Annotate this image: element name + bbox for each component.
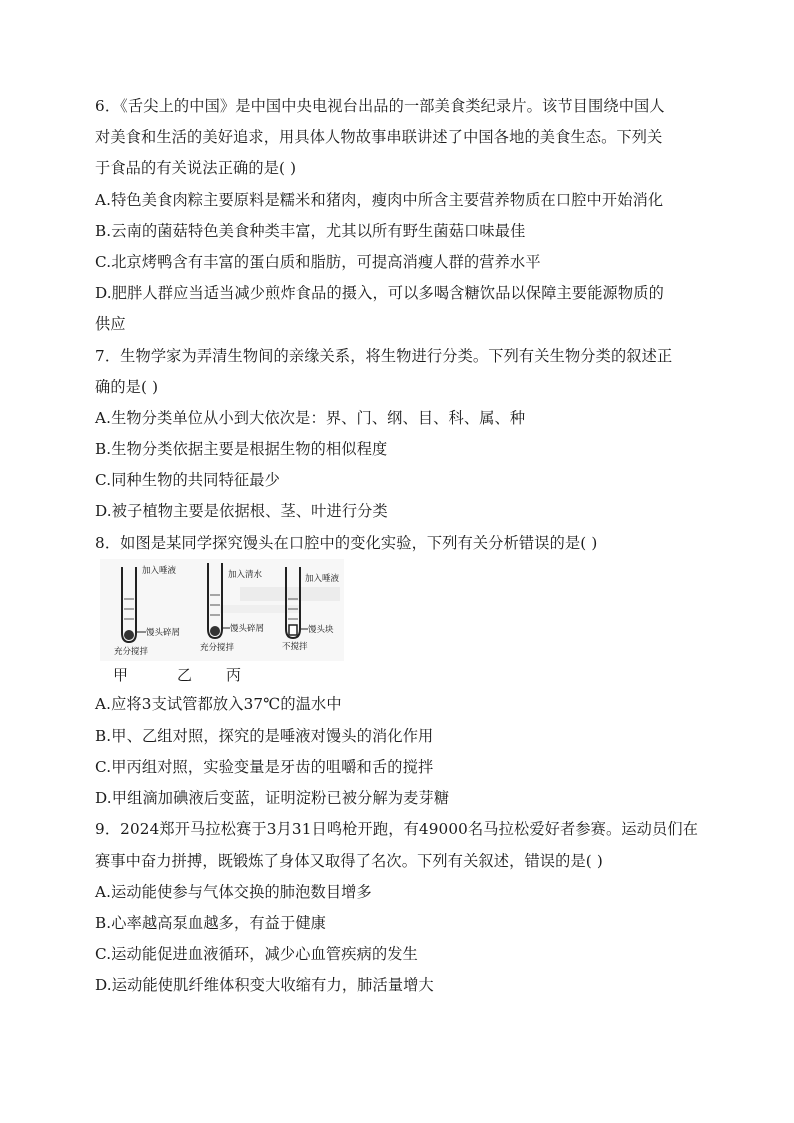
q7-option-c: C.同种生物的共同特征最少 (95, 471, 280, 489)
caption-bing: 丙 (226, 666, 242, 684)
tube-jia-bottom-label: 充分搅拌 (114, 647, 149, 657)
q7-stem-line-1: 7．生物学家为弄清生物间的亲缘关系，将生物进行分类。下列有关生物分类的叙述正 (95, 347, 673, 365)
q6-option-b: B.云南的菌菇特色美食种类丰富，尤其以所有野生菌菇口味最佳 (95, 222, 526, 240)
q6-stem-line-3: 于食品的有关说法正确的是( ) (95, 159, 297, 177)
tube-yi-top-label: 加入清水 (228, 570, 263, 580)
tube-bing-side-label: 馒头块 (308, 625, 334, 635)
q6-option-a: A.特色美食肉粽主要原料是糯米和猪肉，瘦肉中所含主要营养物质在口腔中开始消化 (95, 191, 664, 209)
q6-stem-line-2: 对美食和生活的美好追求，用具体人物故事串联讲述了中国各地的美食生态。下列关 (95, 128, 663, 146)
tube-jia-side-label: 馒头碎屑 (146, 628, 181, 638)
caption-jia: 甲 (113, 666, 129, 684)
q6-option-d: D.肥胖人群应当适当减少煎炸食品的摄入，可以多喝含糖饮品以保障主要能源物质的 (95, 284, 664, 302)
tube-bing-bottom-label: 不搅拌 (282, 642, 308, 652)
tube-yi-bottom-label: 充分搅拌 (200, 643, 235, 653)
q9-option-c: C.运动能促进血液循环，减少心血管疾病的发生 (95, 945, 418, 963)
q7-option-d: D.被子植物主要是依据根、茎、叶进行分类 (95, 502, 388, 520)
q7-option-a: A.生物分类单位从小到大依次是：界、门、纲、目、科、属、种 (95, 409, 526, 427)
q6-option-c: C.北京烤鸭含有丰富的蛋白质和脂肪，可提高消瘦人群的营养水平 (95, 253, 541, 271)
q9-stem-line-2: 赛事中奋力拼搏，既锻炼了身体又取得了名次。下列有关叙述，错误的是( ) (95, 852, 603, 870)
q8-option-d: D.甲组滴加碘液后变蓝，证明淀粉已被分解为麦芽糖 (95, 789, 450, 807)
test-tube-figure (100, 559, 344, 661)
tube-jia-top-label: 加入唾液 (142, 566, 177, 576)
q9-option-d: D.运动能使肌纤维体积变大收缩有力，肺活量增大 (95, 976, 434, 994)
q6-option-d-continued: 供应 (95, 315, 126, 333)
q9-option-a: A.运动能使参与气体交换的肺泡数目增多 (95, 883, 372, 901)
q8-option-b: B.甲、乙组对照，探究的是唾液对馒头的消化作用 (95, 727, 434, 745)
tube-bing-top-label: 加入唾液 (305, 574, 340, 584)
q7-option-b: B.生物分类依据主要是根据生物的相似程度 (95, 440, 388, 458)
caption-yi: 乙 (177, 666, 193, 684)
q6-stem-line-1: 6．《舌尖上的中国》是中国中央电视台出品的一部美食类纪录片。该节目围绕中国人 (95, 97, 665, 115)
q8-option-c: C.甲丙组对照，实验变量是牙齿的咀嚼和舌的搅拌 (95, 758, 434, 776)
q9-stem-line-1: 9．2024郑开马拉松赛于3月31日鸣枪开跑，有49000名马拉松爱好者参赛。运动员们在 (95, 820, 699, 838)
q7-stem-line-2: 确的是( ) (95, 378, 159, 396)
q9-option-b: B.心率越高泵血越多，有益于健康 (95, 914, 327, 932)
q8-stem-line-1: 8．如图是某同学探究馒头在口腔中的变化实验，下列有关分析错误的是( ) (95, 534, 598, 552)
tube-yi-side-label: 馒头碎屑 (230, 624, 265, 634)
q8-option-a: A.应将3支试管都放入37℃的温水中 (95, 695, 342, 713)
